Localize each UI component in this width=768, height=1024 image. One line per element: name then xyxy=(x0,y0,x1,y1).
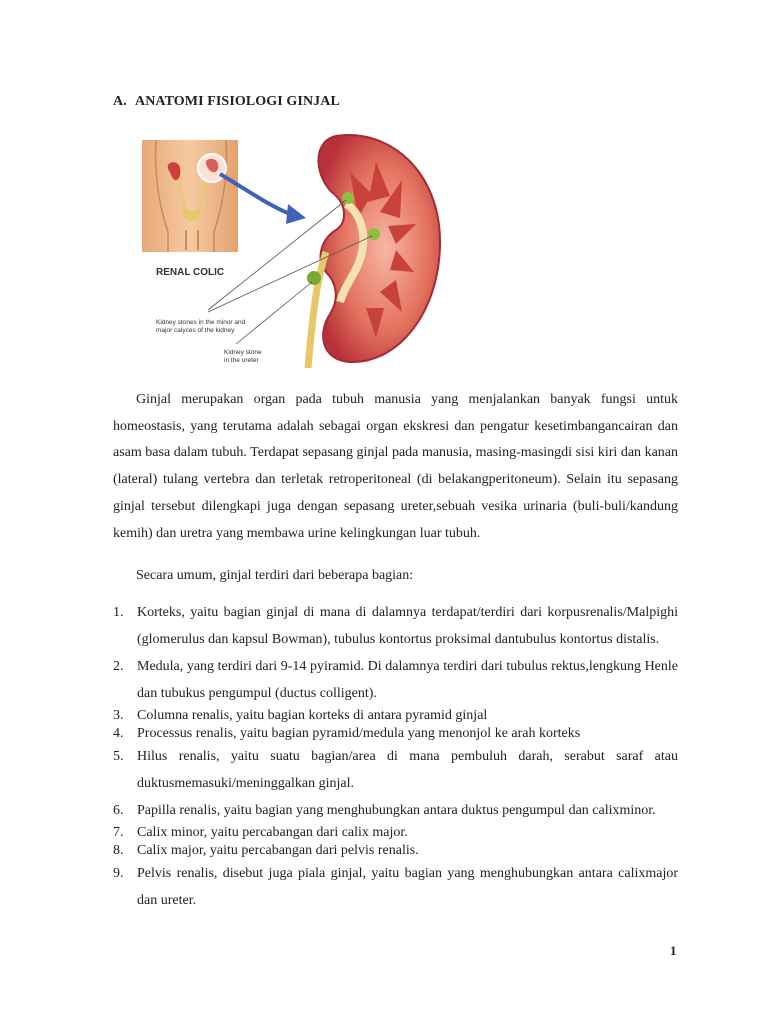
kidney-parts-list xyxy=(113,599,678,914)
arrow-head-icon xyxy=(286,204,306,224)
list-item: 8. Calix major, yaitu percabangan dari pelvis renalis. xyxy=(113,843,419,858)
list-item: 9. Pelvis renalis, disebut juga piala ginjal, yaitu bagian yang menghubungkan antara calixmajor dan ureter. xyxy=(113,866,678,908)
figure-title: RENAL COLIC xyxy=(156,267,225,278)
page-number: 1 xyxy=(670,943,677,958)
torso-figure xyxy=(142,140,238,252)
section-heading xyxy=(113,94,340,110)
intro-paragraph: Ginjal merupakan organ pada tubuh manusia yang menjalankan banyak fungsi untuk homeostasis, yang terutama adalah sebagai organ ekskresi dan pengatur kesetimbangancairan dan asam basa dalam tubuh. Terdapat sepasang ginjal pada manusia, masing-masingdi sisi kiri dan kanan (lateral) tulang vertebra dan terletak retroperitoneal (di belakangperitoneum). Selain itu sepasang ginjal tersebut dilengkapi juga dengan sepasang ureter,sebuah vesika urinaria (buli-buli/kandung kemih) dan uretra yang membawa urine kelingkungan luar tubuh. xyxy=(113,392,678,541)
list-item: 5. Hilus renalis, yaitu suatu bagian/area di mana pembuluh darah, serabut saraf atau duktusmemasuki/meninggalkan ginjal. xyxy=(113,749,678,791)
ureter-stone-label-line1: Kidney stone xyxy=(224,349,262,356)
kidney-stones-label-line1: Kidney stones in the minor and xyxy=(156,319,246,326)
ureter-stone-label-line2: in the ureter xyxy=(224,357,259,364)
section-title: ANATOMI FISIOLOGI GINJAL xyxy=(135,94,340,109)
list-item: 4. Processus renalis, yaitu bagian pyramid/medula yang menonjol ke arah korteks xyxy=(113,726,581,741)
renal-colic-illustration xyxy=(140,132,476,368)
kidney-stones-label-line2: major calyces of the kidney xyxy=(156,327,235,334)
kidney-cross-section xyxy=(307,135,440,368)
list-item: 2. Medula, yang terdiri dari 9-14 pyiramid. Di dalamnya terdiri dari tubulus rektus,lengkung Henle dan tubukus pengumpul (ductus colligent). xyxy=(113,659,678,701)
list-item: 3. Columna renalis, yaitu bagian korteks di antara pyramid ginjal xyxy=(113,708,488,723)
list-item: 6. Papilla renalis, yaitu bagian yang menghubungkan antara duktus pengumpul dan calixminor. xyxy=(113,803,656,818)
parts-intro-paragraph: Secara umum, ginjal terdiri dari beberapa bagian: xyxy=(136,568,414,583)
section-number: A. xyxy=(113,94,127,109)
list-item: 7. Calix minor, yaitu percabangan dari calix major. xyxy=(113,825,408,840)
list-item: 1. Korteks, yaitu bagian ginjal di mana di dalamnya terdapat/terdiri dari korpusrenalis/Malpighi (glomerulus dan kapsul Bowman), tubulus kontortus proksimal dantubulus kontortus distalis. xyxy=(113,605,678,647)
